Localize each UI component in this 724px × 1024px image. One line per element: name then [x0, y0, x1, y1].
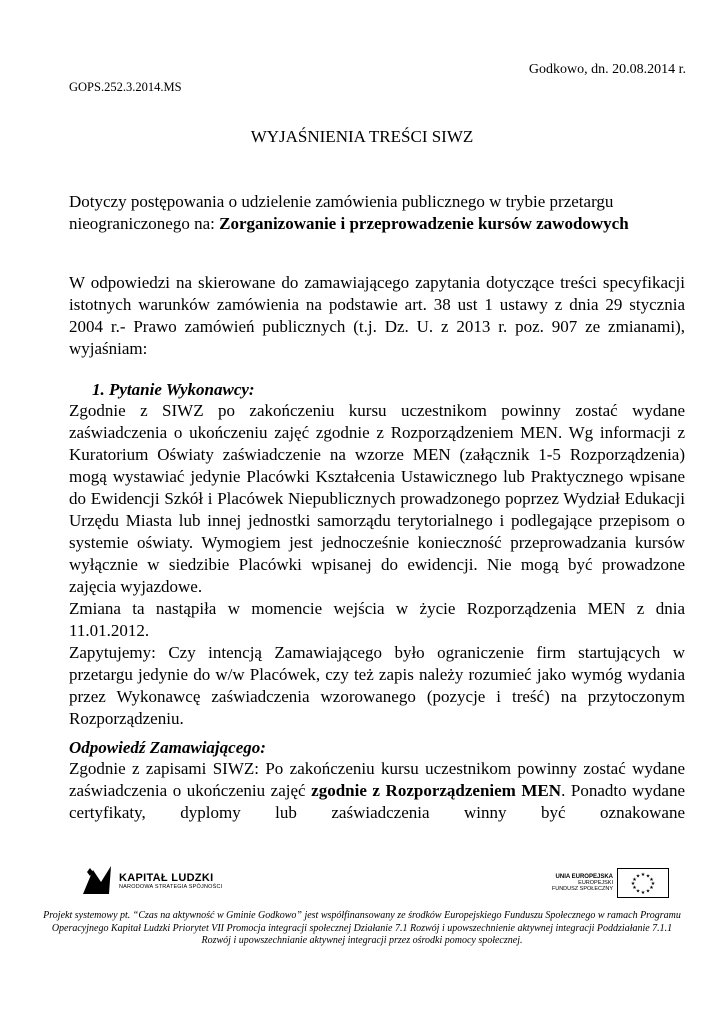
subject-paragraph [69, 191, 659, 235]
answer-heading: Odpowiedź Zamawiającego: [69, 738, 266, 757]
footer-logos [69, 864, 669, 900]
question-paragraph-1: Zgodnie z SIWZ po zakończeniu kursu uczestnikom powinny zostać wydane zaświadczenia o ukończeniu zajęć zgodnie z Rozporządzeniem MEN. Wg informacji z Kuratorium Oświaty zaświadczenie na wzorze MEN (załącznik 1-5 Rozporządzenia) mogą wystawiać jedynie Placówki Kształcenia Ustawicznego lub Praktycznego wpisane do Ewidencji Szkół i Placówek Niepublicznych prowadzonego poprzez Wydział Edukacji Urzędu Miasta lub innej jednostki samorządu terytorialnego i podlegające przepisom o systemie oświaty. Wymogiem jest jednocześnie konieczność przeprowadzania kursów wyłącznie w siedzibie Placówki wpisanej do ewidencji. Nie mogą być prowadzone zajęcia wyjazdowe. [69, 401, 685, 596]
svg-text:★: ★ [650, 881, 656, 887]
answer-text-after: . Ponadto wydane certyfikaty, dyplomy lub zaświadczenia winny być oznakowane [69, 781, 686, 822]
eu-logo [552, 868, 669, 898]
eu-flag-icon [617, 868, 669, 898]
kapital-ludzki-title: KAPITAŁ LUDZKI [119, 872, 214, 884]
svg-text:★: ★ [645, 873, 651, 880]
question-paragraph-2: Zmiana ta nastąpiła w momencie wejścia w życie Rozporządzenia MEN z dnia 11.01.2012. [69, 599, 685, 640]
svg-text:★: ★ [649, 877, 654, 883]
intro-paragraph: W odpowiedzi na skierowane do zamawiającego zapytania dotyczące treści specyfikacji istotnych warunków zamówienia na podstawie art. 38 ust 1 ustawy z dnia 29 stycznia 2004 r.- Prawo zamówień publicznych (t.j. Dz. U. z 2013 r. poz. 907 ze zmianami), wyjaśniam: [69, 273, 685, 358]
document-title: WYJAŚNIENIA TREŚCI SIWZ [250, 127, 474, 146]
reference-number: GOPS.252.3.2014.MS [69, 80, 182, 94]
kapital-ludzki-subtitle: NARODOWA STRATEGIA SPÓJNOŚCI [119, 884, 223, 890]
answer-body [69, 758, 685, 824]
kapital-ludzki-logo [79, 864, 222, 898]
eu-line-1: UNIA EUROPEJSKA [555, 874, 613, 880]
svg-text:★: ★ [630, 881, 636, 887]
subject-text: Dotyczy postępowania o udzielenie zamówienia publicznego w trybie przetargu nieograniczonego na: [69, 192, 614, 233]
svg-text:★: ★ [640, 890, 646, 896]
svg-text:★: ★ [645, 888, 651, 895]
kapital-ludzki-mark-icon [79, 864, 115, 898]
svg-text:★: ★ [640, 872, 646, 878]
question-paragraph-3: Zapytujemy: Czy intencją Zamawiającego było ograniczenie firm startujących w przetargu jedynie do w/w Placówek, czy też zapis należy rozumieć jako wymóg wydania przez Wykonawcę zaświadczenia wzorowanego (pozycje i treść) na przytoczonym Rozporządzeniu. [69, 643, 685, 728]
footer-project-note: Projekt systemowy pt. “Czas na aktywność w Gminie Godkowo” jest współfinansowany ze środków Europejskiego Funduszu Społecznego w ramach Programu Operacyjnego Kapitał Ludzki Priorytet VII Promocja integracji społecznej Działanie 7.1 Rozwój i upowszechnienie aktywnej integracji Poddziałanie 7.1.1 Rozwój i upowszechnianie aktywnej integracji przez ośrodki pomocy społecznej. [43, 910, 681, 946]
question-heading: 1. Pytanie Wykonawcy: [92, 380, 255, 399]
svg-text:★: ★ [632, 877, 637, 883]
answer-text-before: Zgodnie z zapisami SIWZ: Po zakończeniu kursu uczestnikom powinny zostać wydane zaświadczenia o ukończeniu zajęć [69, 759, 685, 800]
svg-text:★: ★ [635, 888, 641, 895]
question-body [69, 400, 685, 730]
document-date: Godkowo, dn. 20.08.2014 r. [528, 62, 686, 77]
answer-bold: zgodnie z Rozporządzeniem MEN [311, 781, 562, 800]
svg-text:★: ★ [649, 885, 654, 891]
svg-text:★: ★ [635, 873, 641, 880]
eu-line-2: EUROPEJSKI [578, 880, 613, 886]
eu-line-3: FUNDUSZ SPOŁECZNY [551, 886, 613, 892]
svg-text:★: ★ [632, 885, 637, 891]
subject-bold: Zorganizowanie i przeprowadzenie kursów zawodowych [219, 214, 629, 233]
